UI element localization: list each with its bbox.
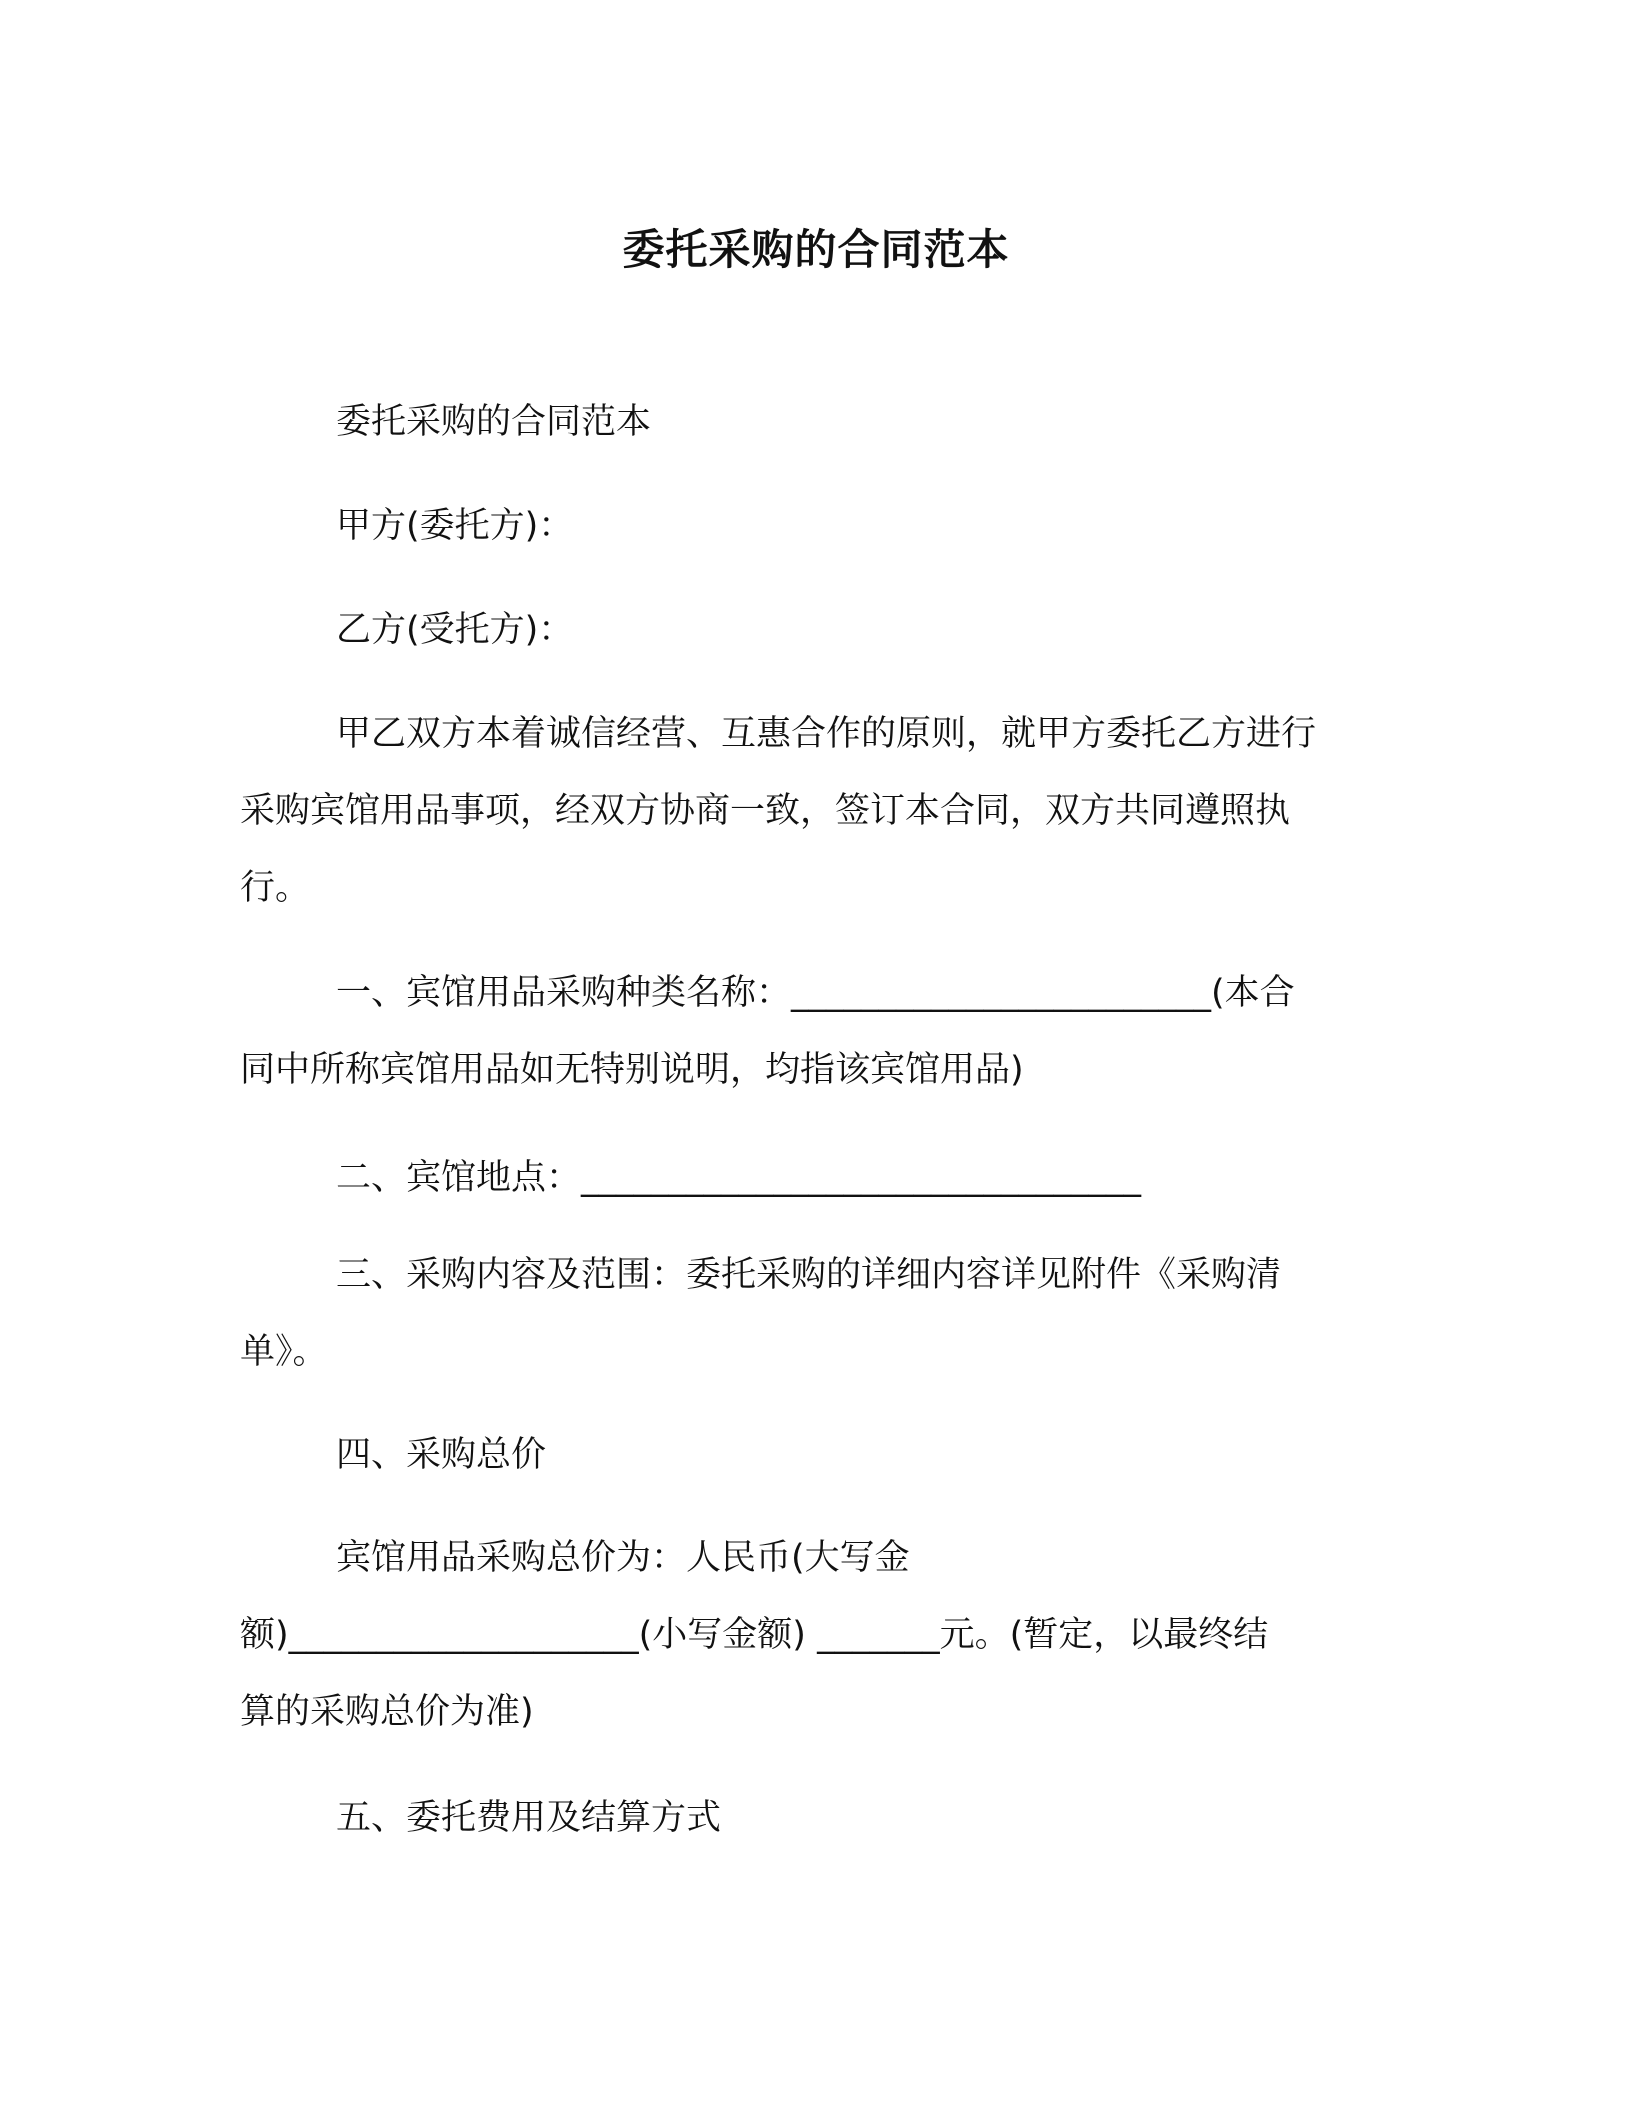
text-line: 甲乙双方本着诚信经营、互惠合作的原则，就甲方委托乙方进行 (336, 714, 1317, 754)
document-title: 委托采购的合同范本 (622, 225, 1010, 274)
text-line: 三、采购内容及范围：委托采购的详细内容详见附件《采购清 (336, 1255, 1282, 1295)
text-line: 单》。 (240, 1332, 328, 1372)
text-line: 二、宾馆地点：________________________________ (336, 1158, 1142, 1198)
paragraph-party-b (240, 592, 1390, 669)
paragraph-clause-1 (240, 955, 1390, 1109)
paragraph-clause-2 (240, 1140, 1390, 1217)
text-line: 五、委托费用及结算方式 (336, 1798, 722, 1838)
text-line: 算的采购总价为准) (240, 1692, 534, 1732)
text-line: 行。 (240, 868, 311, 908)
paragraph-clause-5-heading (240, 1780, 1390, 1857)
text-line: 宾馆用品采购总价为：人民币(大写金 (336, 1538, 910, 1578)
paragraph-party-a (240, 488, 1390, 565)
paragraph-clause-4-heading (240, 1417, 1390, 1494)
text-line: 一、宾馆用品采购种类名称：________________________(本合 (336, 973, 1295, 1013)
paragraph-clause-3 (240, 1237, 1390, 1391)
text-line: 同中所称宾馆用品如无特别说明，均指该宾馆用品) (240, 1050, 1024, 1090)
paragraph-clause-4-body (240, 1520, 1390, 1751)
text-line: 甲方(委托方)： (336, 506, 574, 546)
text-line: 额)____________________(小写金额) _______元。(暂定，以最终结 (240, 1615, 1269, 1655)
text-line: 四、采购总价 (336, 1435, 547, 1475)
paragraph-preamble (240, 696, 1390, 927)
text-line: 委托采购的合同范本 (336, 402, 652, 442)
text-line: 乙方(受托方)： (336, 610, 574, 650)
paragraph-heading (240, 384, 1390, 461)
text-line: 采购宾馆用品事项，经双方协商一致，签订本合同，双方共同遵照执 (240, 791, 1291, 831)
